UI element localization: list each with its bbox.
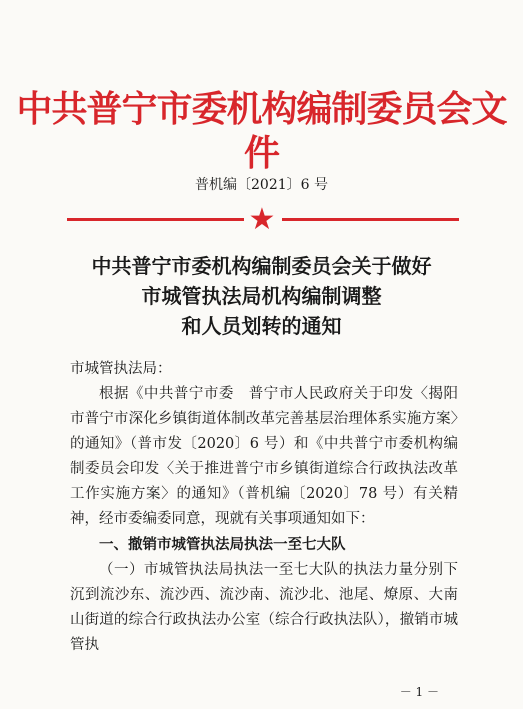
document-number: 普机编〔2021〕6 号 — [195, 177, 328, 193]
title-line-3: 和人员划转的通知 — [181, 314, 342, 338]
page-number: － 1 － — [399, 685, 439, 699]
section-heading-1: 一、撤销市城管执法局执法一至七大队 — [99, 537, 346, 553]
addressee: 市城管执法局： — [70, 361, 172, 377]
masthead-title: 中共普宁市委机构编制委员会文件 — [16, 89, 507, 174]
title-line-1: 中共普宁市委机构编制委员会关于做好 — [91, 254, 432, 278]
notice-title — [0, 251, 523, 341]
red-divider-left — [67, 218, 244, 221]
paragraph-basis: 根据《中共普宁市委 普宁市人民政府关于印发〈揭阳市普宁市深化乡镇街道体制改革完善基层治理体系实施方案〉的通知》（普市发〔2020〕6 号）和《中共普宁市委机构编制委员会印发〈关于推进普宁市乡镇街道综合行政执法改革工作实施方案〉的通知》（普机编〔2020〕78 号）有关精神，经市委编委同意，现就有关事项通知如下： — [70, 386, 458, 527]
star-icon: ★ — [248, 202, 276, 237]
document-body — [70, 357, 458, 658]
title-line-2: 市城管执法局机构编制调整 — [141, 284, 382, 308]
paragraph-item-1: （一）市城管执法局执法一至七大队的执法力量分别下沉到流沙东、流沙西、流沙南、流沙北、池尾、燎原、大南山街道的综合行政执法办公室（综合行政执法队），撤销市城管执 — [70, 562, 458, 653]
red-divider-right — [282, 218, 459, 221]
